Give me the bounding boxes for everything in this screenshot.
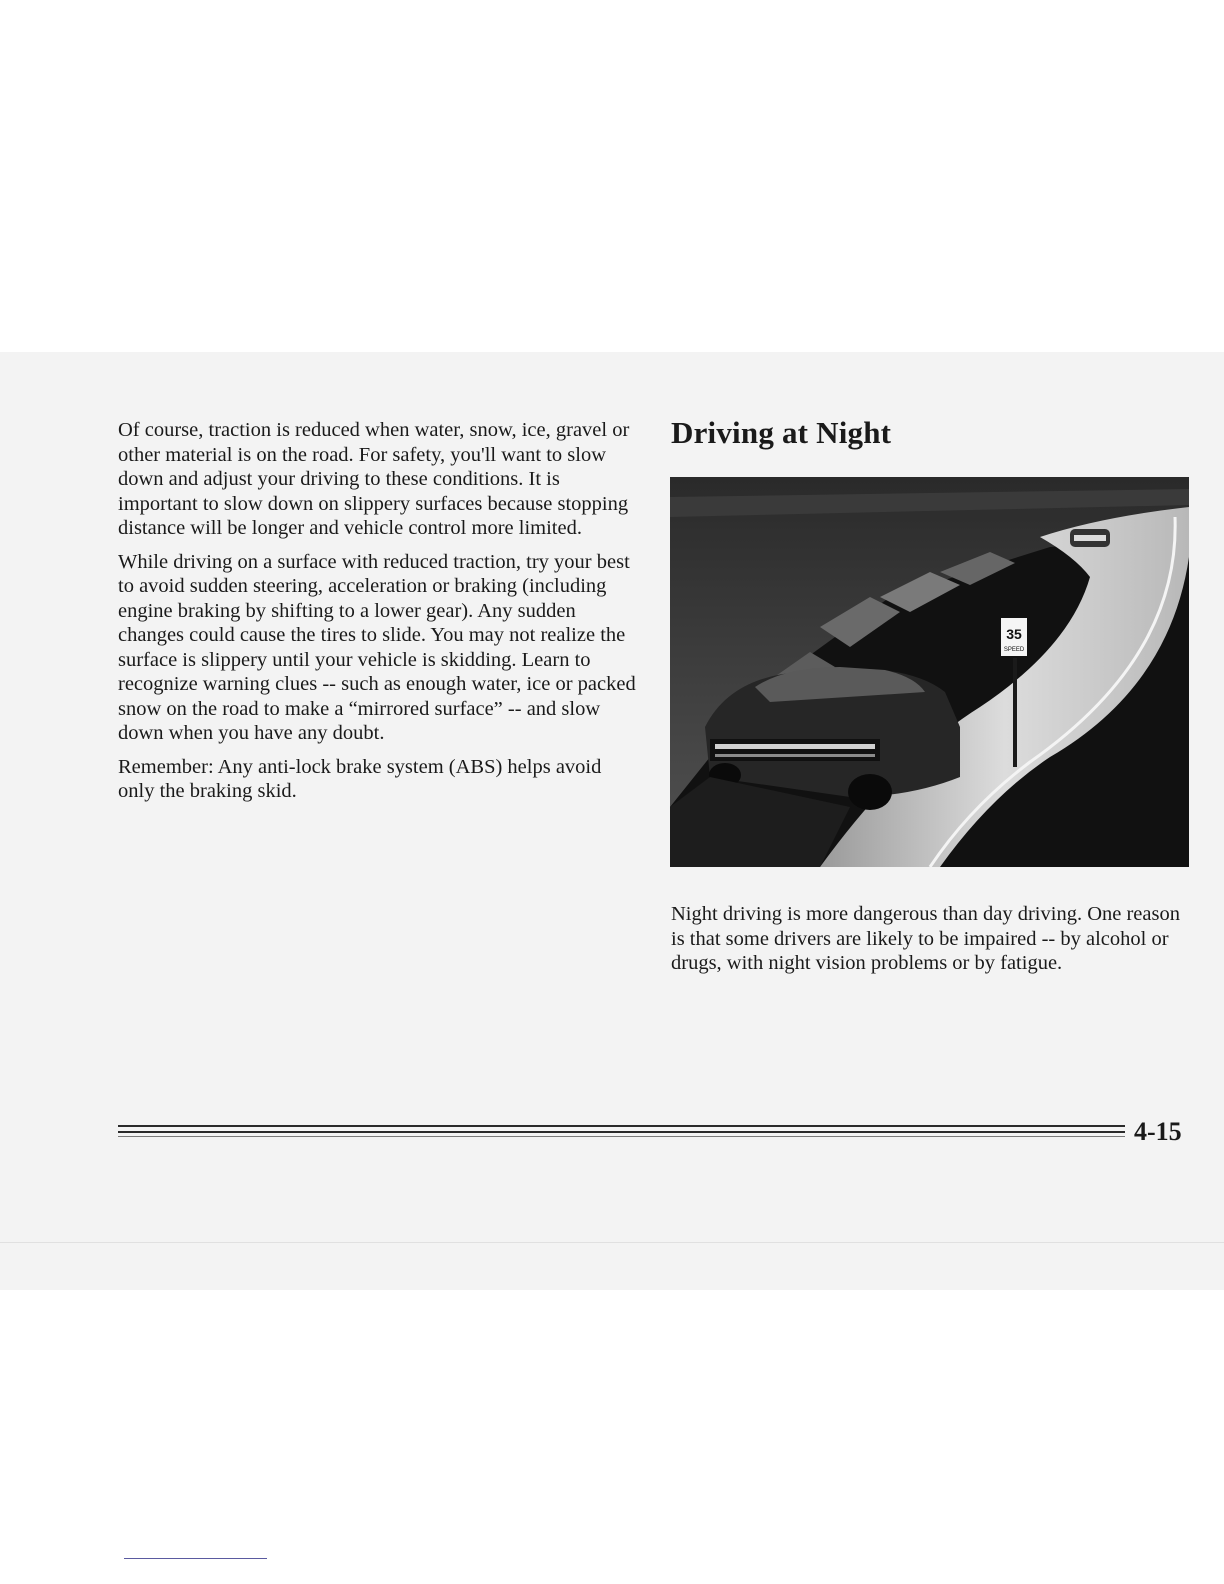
paragraph-traction: Of course, traction is reduced when water, snow, ice, gravel or other material is on the road. For safety, you'll want to slow down and adjust your driving to these conditions. It is important to slow down on slippery surfaces because stopping distance will be longer and vehicle control more limited. [118,419,630,539]
paragraph-reduced-traction: While driving on a surface with reduced traction, try your best to avoid sudden steering, acceleration or braking (including engine braking by shifting to a lower gear). Any sudden changes could cause the tires to slide. You may not realize the surface is slippery until your vehicle is skidding. Learn to recognize warning clues -- such as enough water, ice or packed snow on the road to make a “mirrored surface” -- and slow down when you have any doubt. [118,550,636,744]
paragraph-abs: Remember: Any anti-lock brake system (ABS) helps avoid only the braking skid. [118,755,602,802]
page-number: 4-15 [1134,1117,1182,1146]
paragraph-night-driving: Night driving is more dangerous than day driving. One reason is that some drivers are likely to be impaired -- by alcohol or drugs, with night vision problems or by fatigue. [671,903,1180,974]
right-column [671,902,1191,976]
footer-rule [118,1124,1125,1138]
night-driving-illustration [670,477,1189,867]
section-heading: Driving at Night [671,415,892,450]
bottom-divider [124,1558,267,1559]
left-column [118,418,638,813]
sign-number: 35 [1006,626,1022,642]
sign-text: SPEED [1003,647,1025,653]
scan-edge-line [0,1242,1224,1243]
night-road-drawing [670,477,1189,867]
